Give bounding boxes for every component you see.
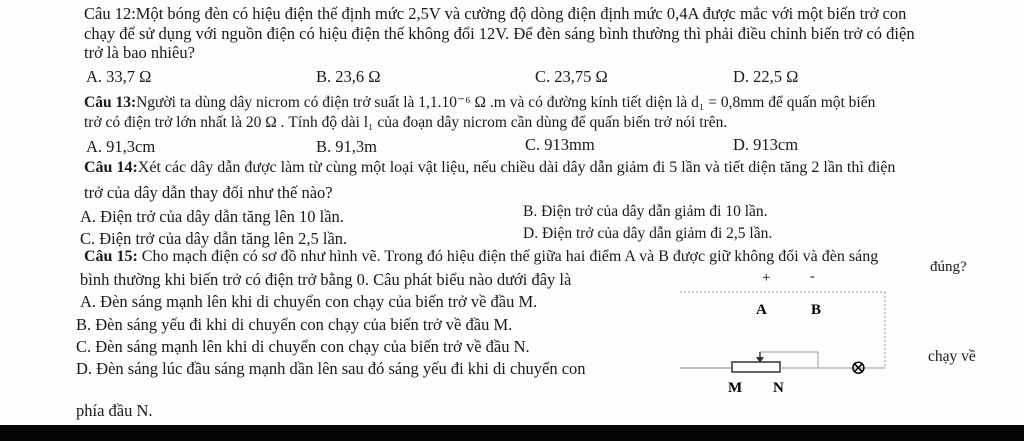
circuit-diagram	[660, 268, 960, 408]
q15-side-text: chạy về	[928, 348, 976, 365]
q13-line2: trở có điện trở lớn nhất là 20 Ω . Tính độ dài l₁ của đoạn dây nicrom cần dùng để quấn biến trở nói trên.	[84, 114, 728, 131]
q15-label: Câu 15:	[84, 248, 138, 265]
q12-line2: chạy để sử dụng với nguồn điện có hiệu điện thế không đổi 12V. Để đèn sáng bình thường thì phải điều chỉnh biến trở có điện	[84, 24, 915, 43]
q15-text1: Cho mạch điện có sơ đồ như hình vẽ. Trong đó hiệu điện thế giữa hai điểm A và B được giữ không đổi và đèn sáng	[137, 248, 879, 265]
q12-option-a: A. 33,7 Ω	[86, 67, 152, 86]
q14-line1	[84, 158, 895, 178]
q14-text1: Xét các dây dẫn được làm từ cùng một loại vật liệu, nếu chiều dài dây dẫn giảm đi 5 lần và tiết diện tăng 2 lần thì điện	[137, 159, 896, 176]
q12-option-c: C. 23,75 Ω	[535, 67, 608, 86]
q12-option-d: D. 22,5 Ω	[733, 67, 799, 86]
q14-label: Câu 14:	[84, 159, 138, 176]
q13-option-c: C. 913mm	[525, 135, 595, 154]
rheostat	[732, 362, 780, 372]
label-b: B	[811, 302, 822, 318]
q15-option-c: C. Đèn sáng mạnh lên khi di chuyển con chạy của biến trở về đầu N.	[76, 337, 530, 356]
q14-option-b: B. Điện trở của dây dẫn giảm đi 10 lần.	[523, 203, 768, 220]
q15-line2-end: đúng?	[930, 259, 967, 275]
bottom-edge	[0, 425, 1024, 441]
q12-line3: trở là bao nhiêu?	[84, 43, 195, 62]
q14-option-c: C. Điện trở của dây dẫn tăng lên 2,5 lần.	[80, 229, 348, 248]
label-m: M	[728, 380, 743, 396]
q13-option-b: B. 91,3m	[316, 137, 377, 156]
q15-line1	[84, 247, 878, 267]
q14-option-d: D. Điện trở của dây dẫn giảm đi 2,5 lần.	[523, 225, 773, 242]
q15-line2: bình thường khi biến trở có điện trở bằng 0. Câu phát biểu nào dưới đây là	[80, 270, 572, 289]
label-a: A	[756, 302, 767, 318]
q15-option-d: D. Đèn sáng lúc đầu sáng mạnh dần lên sau đó sáng yếu đi khi di chuyển con	[76, 359, 586, 378]
q14-option-a: A. Điện trở của dây dẫn tăng lên 10 lần.	[80, 207, 344, 226]
lamp-icon: ⊗	[850, 357, 867, 379]
q14-line2: trở của dây dẫn thay đổi như thế nào?	[84, 183, 333, 202]
q13-label: Câu 13:	[84, 94, 137, 111]
q13-option-d: D. 913cm	[733, 135, 799, 154]
q13-line1	[84, 93, 875, 113]
q15-line-end: phía đầu N.	[76, 401, 153, 420]
q13-option-a: A. 91,3cm	[86, 137, 156, 156]
q12-option-b: B. 23,6 Ω	[316, 67, 381, 86]
q15-option-a: A. Đèn sáng mạnh lên khi di chuyển con chạy của biến trở về đầu M.	[80, 292, 538, 311]
q13-text1: Người ta dùng dây nicrom có điện trở suất là 1,1.10⁻⁶ Ω .m và có đường kính tiết diện là d₁ = 0,8mm để quấn một biến	[136, 94, 876, 111]
label-n: N	[773, 380, 784, 396]
terminal-minus: -	[810, 269, 815, 284]
terminal-plus: +	[762, 270, 771, 286]
q12-line1: Câu 12:Một bóng đèn có hiệu điện thế định mức 2,5V và cường độ dòng điện định mức 0,4A được mắc với một biến trở con	[84, 4, 907, 23]
q15-option-b: B. Đèn sáng yếu đi khi di chuyển con chạy của biến trở về đầu M.	[76, 315, 513, 334]
